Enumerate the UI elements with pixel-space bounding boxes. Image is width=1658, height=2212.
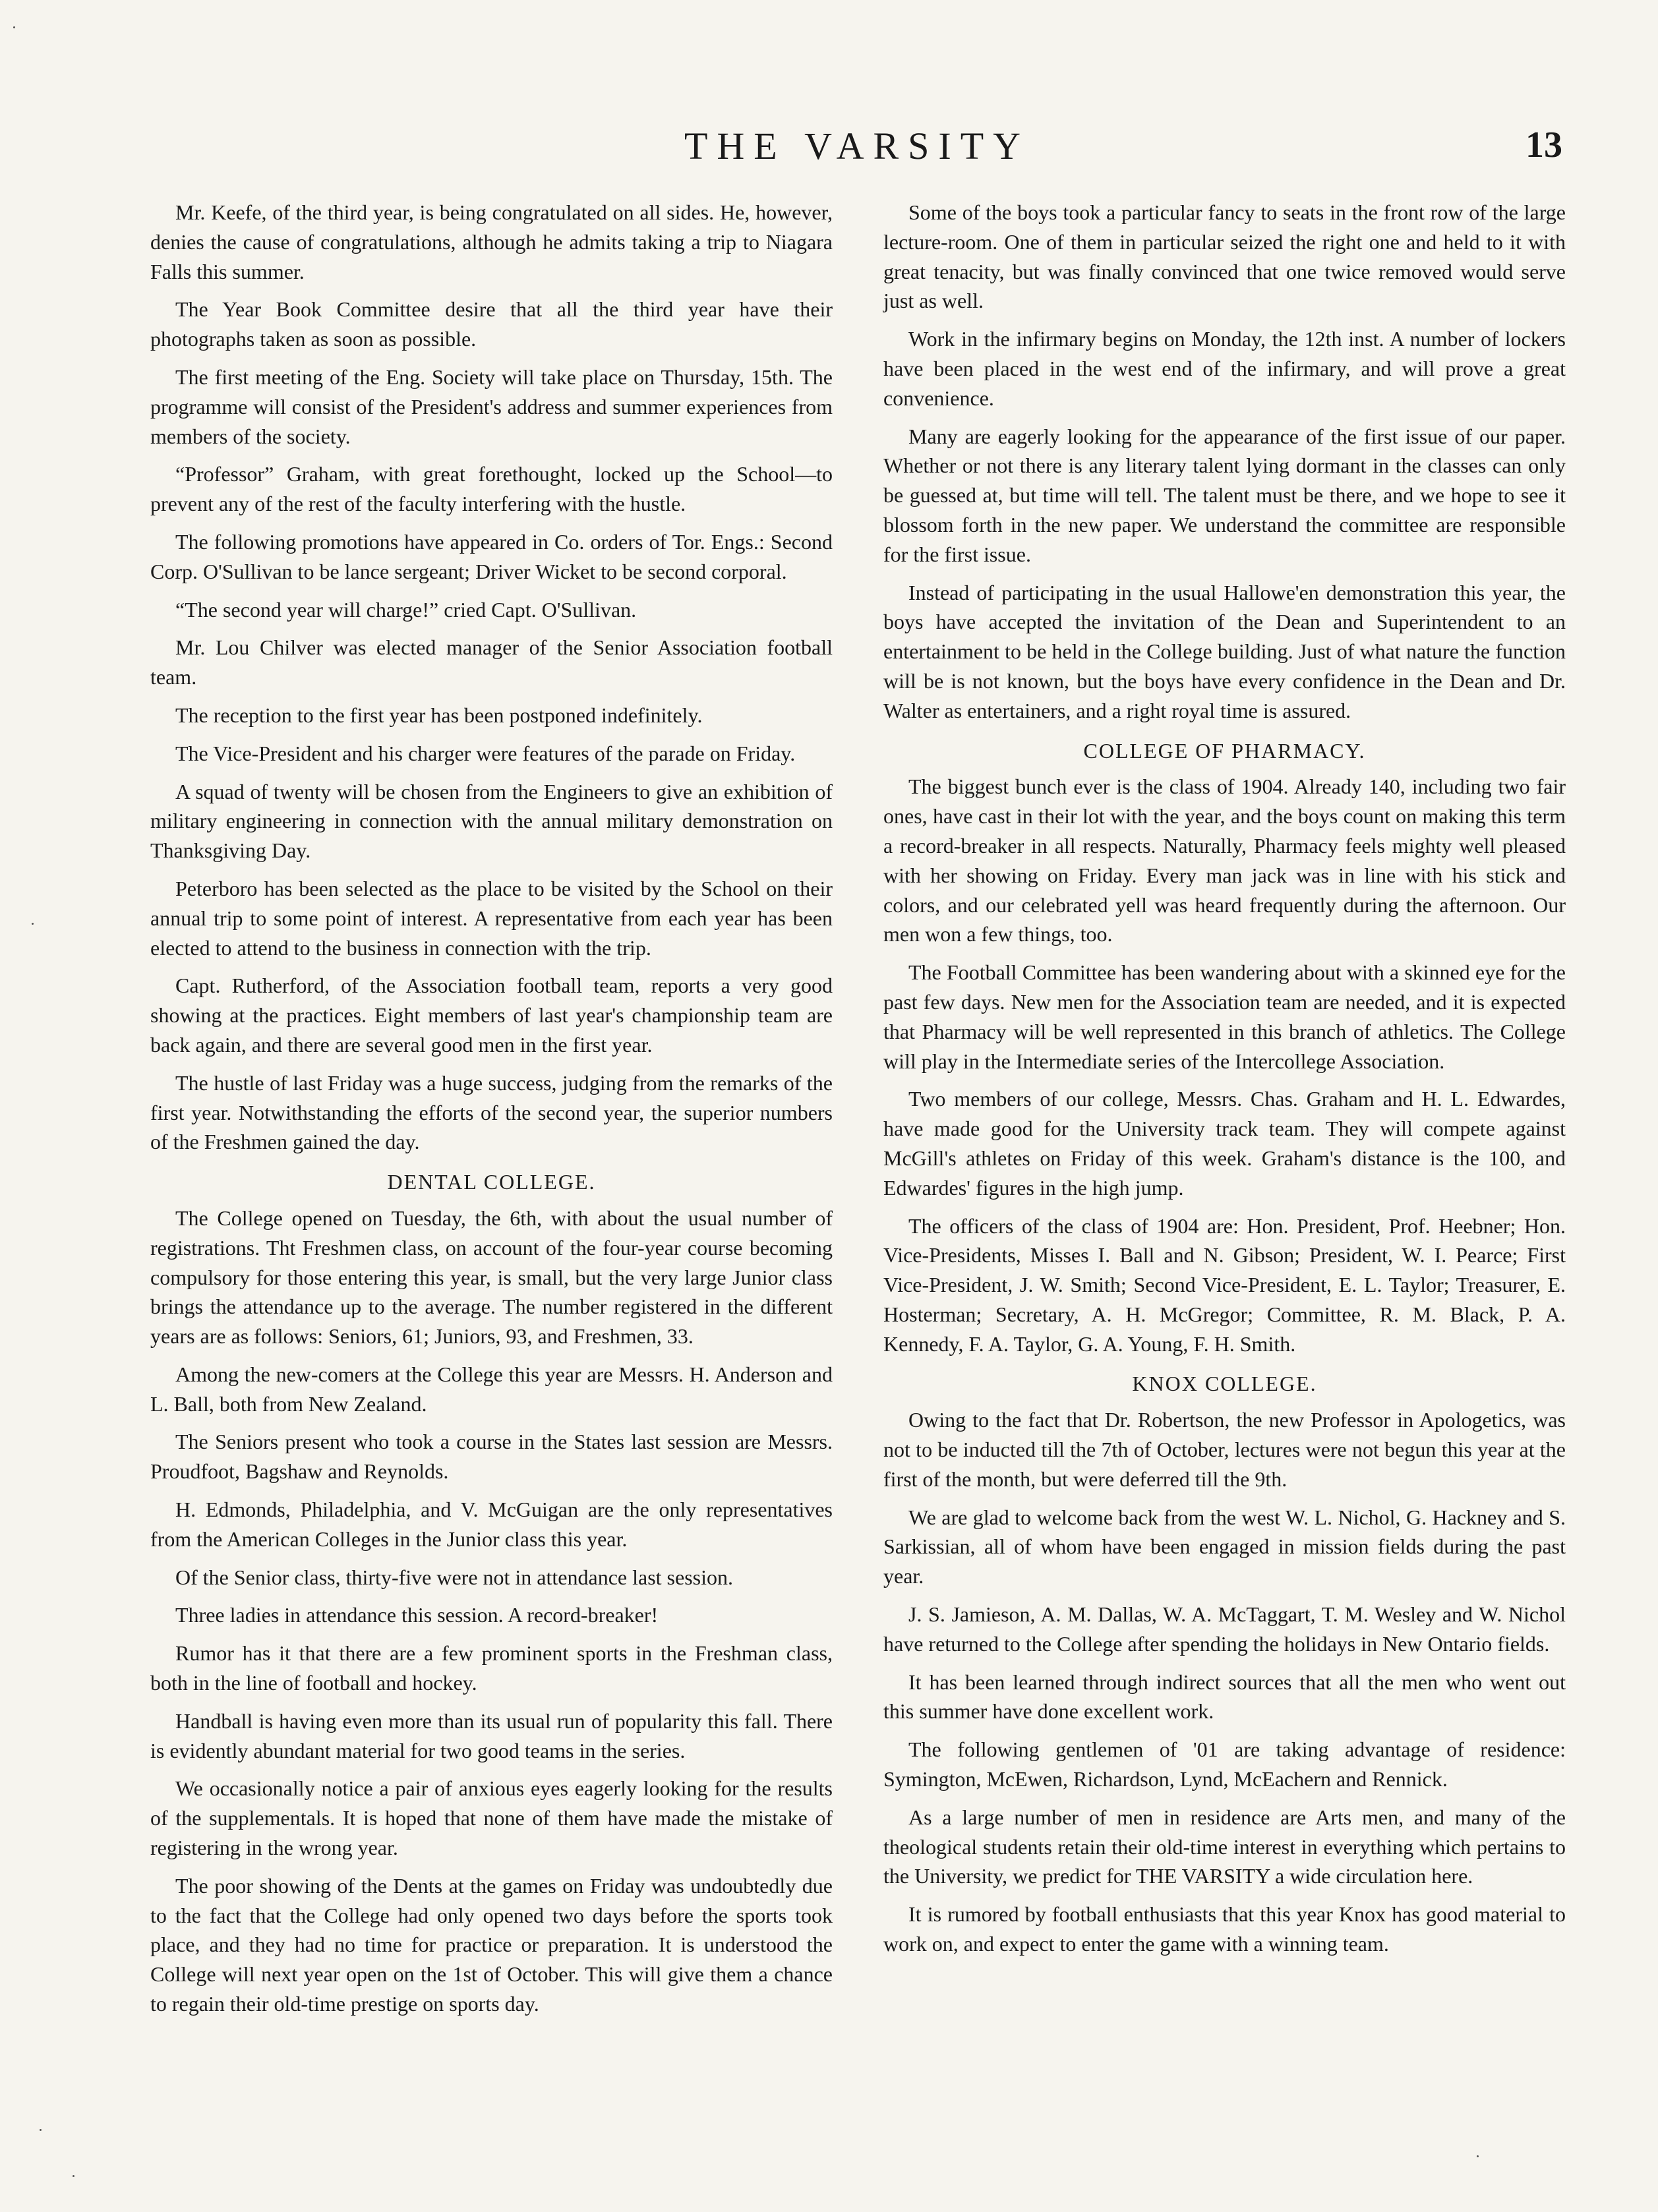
paragraph: H. Edmonds, Philadelphia, and V. McGuigan are the only representatives from the American Colleges in the Junior class this year. <box>150 1498 833 1551</box>
section-heading-knox-college: KNOX COLLEGE. <box>1132 1372 1317 1396</box>
paragraph: Work in the infirmary begins on Monday, the 12th inst. A number of lockers have been placed in the west end of the infirmary, and will prove a great convenience. <box>883 327 1566 410</box>
paragraph: The reception to the first year has been postponed indefinitely. <box>175 703 703 727</box>
masthead: THE VARSITY <box>684 125 1030 167</box>
scan-speck <box>1477 2155 1479 2157</box>
paragraph: Instead of participating in the usual Hallowe'en demonstration this year, the boys have accepted the invitation of the Dean and Superintendent to an entertainment to be held in the College building. Just of what nature the function will be is not known, but the boys have every confidence in the Dean and Dr. Walter as entertainers, and a right royal time is assured. <box>883 580 1566 722</box>
paragraph: Peterboro has been selected as the place to be visited by the School on their annual trip to some point of interest. A representative from each year has been elected to attend to the business in connection with the trip. <box>150 876 833 960</box>
paragraph: Three ladies in attendance this session. A record-breaker! <box>175 1603 659 1627</box>
paragraph: Handball is having even more than its usual run of popularity this fall. There is evidently abundant material for two good teams in the series. <box>150 1708 833 1762</box>
paragraph: “Professor” Graham, with great forethought, locked up the School—to prevent any of the rest of the faculty interfering with the hustle. <box>150 462 833 516</box>
scan-speck <box>32 923 34 925</box>
paragraph: The Vice-President and his charger were features of the parade on Friday. <box>175 741 796 765</box>
paragraph: The biggest bunch ever is the class of 1904. Already 140, including two fair ones, have cast in their lot with the year, and the boys count on making this term a record-breaker in all respects. Naturally, Pharmacy feels mighty well pleased with her showing on Friday. Every man jack was in line with his stick and colors, and our celebrated yell was heard frequently during the afternoon. Our men won a few things, too. <box>883 774 1566 946</box>
paragraph: Many are eagerly looking for the appearance of the first issue of our paper. Whether or not there is any literary talent lying dormant in the classes can only be guessed at, but time will tell. The talent must be there, and we hope to see it blossom forth in the new paper. We understand the committee are responsible for the first issue. <box>883 424 1566 566</box>
paragraph: We are glad to welcome back from the west W. L. Nichol, G. Hackney and S. Sarkissian, all of whom have been engaged in mission fields during the past year. <box>883 1505 1566 1588</box>
paragraph: The Year Book Committee desire that all the third year have their photographs taken as soon as possible. <box>150 297 833 351</box>
scan-speck <box>40 2129 42 2131</box>
paragraph: We occasionally notice a pair of anxious eyes eagerly looking for the results of the supplementals. It is hoped that none of them have made the mistake of registering in the wrong year. <box>150 1776 833 1860</box>
scan-speck <box>13 26 15 28</box>
paragraph: The first meeting of the Eng. Society will take place on Thursday, 15th. The programme will consist of the President's address and summer experiences from members of the society. <box>150 364 833 448</box>
paragraph: Of the Senior class, thirty-five were not in attendance last session. <box>175 1565 733 1589</box>
page-header <box>152 124 1562 170</box>
paragraph: The following gentlemen of '01 are taking advantage of residence: Symington, McEwen, Richardson, Lynd, McEachern and Rennick. <box>883 1737 1566 1791</box>
paragraph: “The second year will charge!” cried Capt. O'Sullivan. <box>175 597 637 622</box>
paragraph: The hustle of last Friday was a huge success, judging from the remarks of the first year. Notwithstanding the efforts of the second year, the superior numbers of the Freshmen gained the day. <box>150 1070 833 1154</box>
paragraph: Among the new-comers at the College this year are Messrs. H. Anderson and L. Ball, both from New Zealand. <box>150 1362 833 1416</box>
paragraph: Mr. Lou Chilver was elected manager of the Senior Association football team. <box>150 635 833 689</box>
paragraph: Owing to the fact that Dr. Robertson, the new Professor in Apologetics, was not to be inducted till the 7th of October, lectures were not begun this year at the first of the month, but were deferred till the 9th. <box>883 1408 1566 1491</box>
paragraph: A squad of twenty will be chosen from the Engineers to give an exhibition of military engineering in connection with the annual military demonstration on Thanksgiving Day. <box>150 779 833 863</box>
paragraph: The College opened on Tuesday, the 6th, with about the usual number of registrations. Tht Freshmen class, on account of the four-year course becoming compulsory for those entering this year, is small, but the very large Junior class brings the attendance up to the average. The number registered in the different years are as follows: Seniors, 61; Juniors, 93, and Freshmen, 33. <box>150 1206 833 1349</box>
paragraph: Capt. Rutherford, of the Association football team, reports a very good showing at the practices. Eight members of last year's championship team are back again, and there are several good men in the first year. <box>150 974 833 1057</box>
paragraph: Rumor has it that there are a few prominent sports in the Freshman class, both in the line of football and hockey. <box>150 1641 833 1695</box>
paragraph: The officers of the class of 1904 are: Hon. President, Prof. Heebner; Hon. Vice-Presidents, Misses I. Ball and N. Gibson; President, W. I. Pearce; First Vice-President, J. W. Smith; Second Vice-President, E. L. Taylor; Treasurer, E. Hosterman; Secretary, A. H. McGregor; Committee, R. M. Black, P. A. Kennedy, F. A. Taylor, G. A. Young, F. H. Smith. <box>883 1213 1566 1356</box>
paragraph: Two members of our college, Messrs. Chas. Graham and H. L. Edwardes, have made good for the University track team. They will compete against McGill's athletes on Friday of this week. Graham's distance is the 100, and Edwardes' figures in the high jump. <box>883 1087 1566 1200</box>
paragraph: The Seniors present who took a course in the States last session are Messrs. Proudfoot, Bagshaw and Reynolds. <box>150 1430 833 1484</box>
left-column <box>150 198 833 2027</box>
scan-speck <box>73 2175 74 2177</box>
right-column <box>883 198 1566 1967</box>
paragraph: As a large number of men in residence are Arts men, and many of the theological students retain their old-time interest in everything which pertains to the University, we predict for THE VARSITY a wide circulation here. <box>883 1805 1566 1888</box>
section-heading-college-of-pharmacy: COLLEGE OF PHARMACY. <box>1083 738 1366 763</box>
paragraph: It has been learned through indirect sources that all the men who went out this summer have done excellent work. <box>883 1670 1566 1724</box>
paragraph: The following promotions have appeared in Co. orders of Tor. Engs.: Second Corp. O'Sullivan to be lance sergeant; Driver Wicket to be second corporal. <box>150 529 833 583</box>
paragraph: Some of the boys took a particular fancy to seats in the front row of the large lecture-room. One of them in particular seized the right one and held to it with great tenacity, but was finally convinced that one twice removed would serve just as well. <box>883 200 1566 313</box>
section-heading-dental-college: DENTAL COLLEGE. <box>387 1170 596 1194</box>
paragraph: J. S. Jamieson, A. M. Dallas, W. A. McTaggart, T. M. Wesley and W. Nichol have returned to the College after spending the holidays in New Ontario fields. <box>883 1602 1566 1656</box>
paragraph: The Football Committee has been wandering about with a skinned eye for the past few days. New men for the Association team are needed, and it is expected that Pharmacy will be well represented in this branch of athletics. The College will play in the Intermediate series of the Intercollege Association. <box>883 960 1566 1073</box>
paragraph: The poor showing of the Dents at the games on Friday was undoubtedly due to the fact that the College had only opened two days before the sports took place, and they had no time for practice or preparation. It is understood the College will next year open on the 1st of October. This will give them a chance to regain their old-time prestige on sports day. <box>150 1873 833 2016</box>
page-number: 13 <box>1525 125 1562 165</box>
paragraph: Mr. Keefe, of the third year, is being congratulated on all sides. He, however, denies the cause of congratulations, although he admits taking a trip to Niagara Falls this summer. <box>150 200 833 283</box>
paragraph: It is rumored by football enthusiasts that this year Knox has good material to work on, and expect to enter the game with a winning team. <box>883 1902 1566 1956</box>
